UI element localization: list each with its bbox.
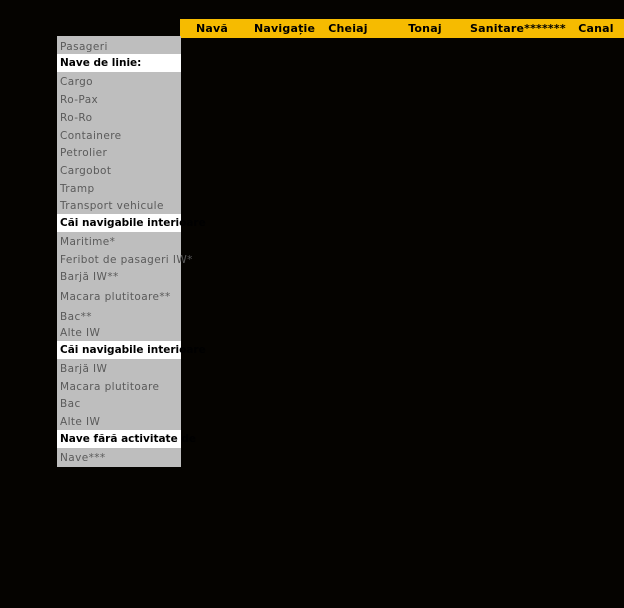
table-header-bar [180,19,624,38]
section-header: Căi navigabile interioare [57,341,181,359]
row-label: Alte IW [60,416,101,428]
row-label: Barjă IW** [60,271,119,283]
row-label: Maritime* [60,236,116,248]
row-label: Containere [60,130,122,142]
column-header-canal: Canal [578,22,614,35]
row-label: Nave*** [60,452,106,464]
column-header-tonaj: Tonaj [408,22,442,35]
row-label: Bac [60,398,81,410]
row-label: Ro-Ro [60,112,93,124]
row-label: Barjă IW [60,363,108,375]
row-label: Bac** [60,311,92,323]
column-header-nava: Navă [195,22,229,35]
row-label: Cargo [60,76,93,88]
row-label: Macara plutitoare [60,381,160,393]
column-header-sanitare: Sanitare******* [470,22,566,35]
section-header: Nave fără activitate de [57,430,181,448]
row-label: Transport vehicule [60,200,164,212]
row-label: Ro-Pax [60,94,99,106]
section-header: Nave de linie: [57,54,181,72]
row-label: Macara plutitoare** [60,291,171,303]
row-label: Petrolier [60,147,108,159]
section-header: Căi navigabile interioare [57,214,181,232]
row-label: Cargobot [60,165,112,177]
row-label: Alte IW [60,327,101,339]
row-label: Feribot de pasageri IW* [60,254,193,266]
row-label: Tramp [60,183,95,195]
column-header-navigatie: Navigație [254,22,316,35]
row-label: Pasageri [60,41,108,53]
column-header-cheiaj: Cheiaj [328,22,368,35]
